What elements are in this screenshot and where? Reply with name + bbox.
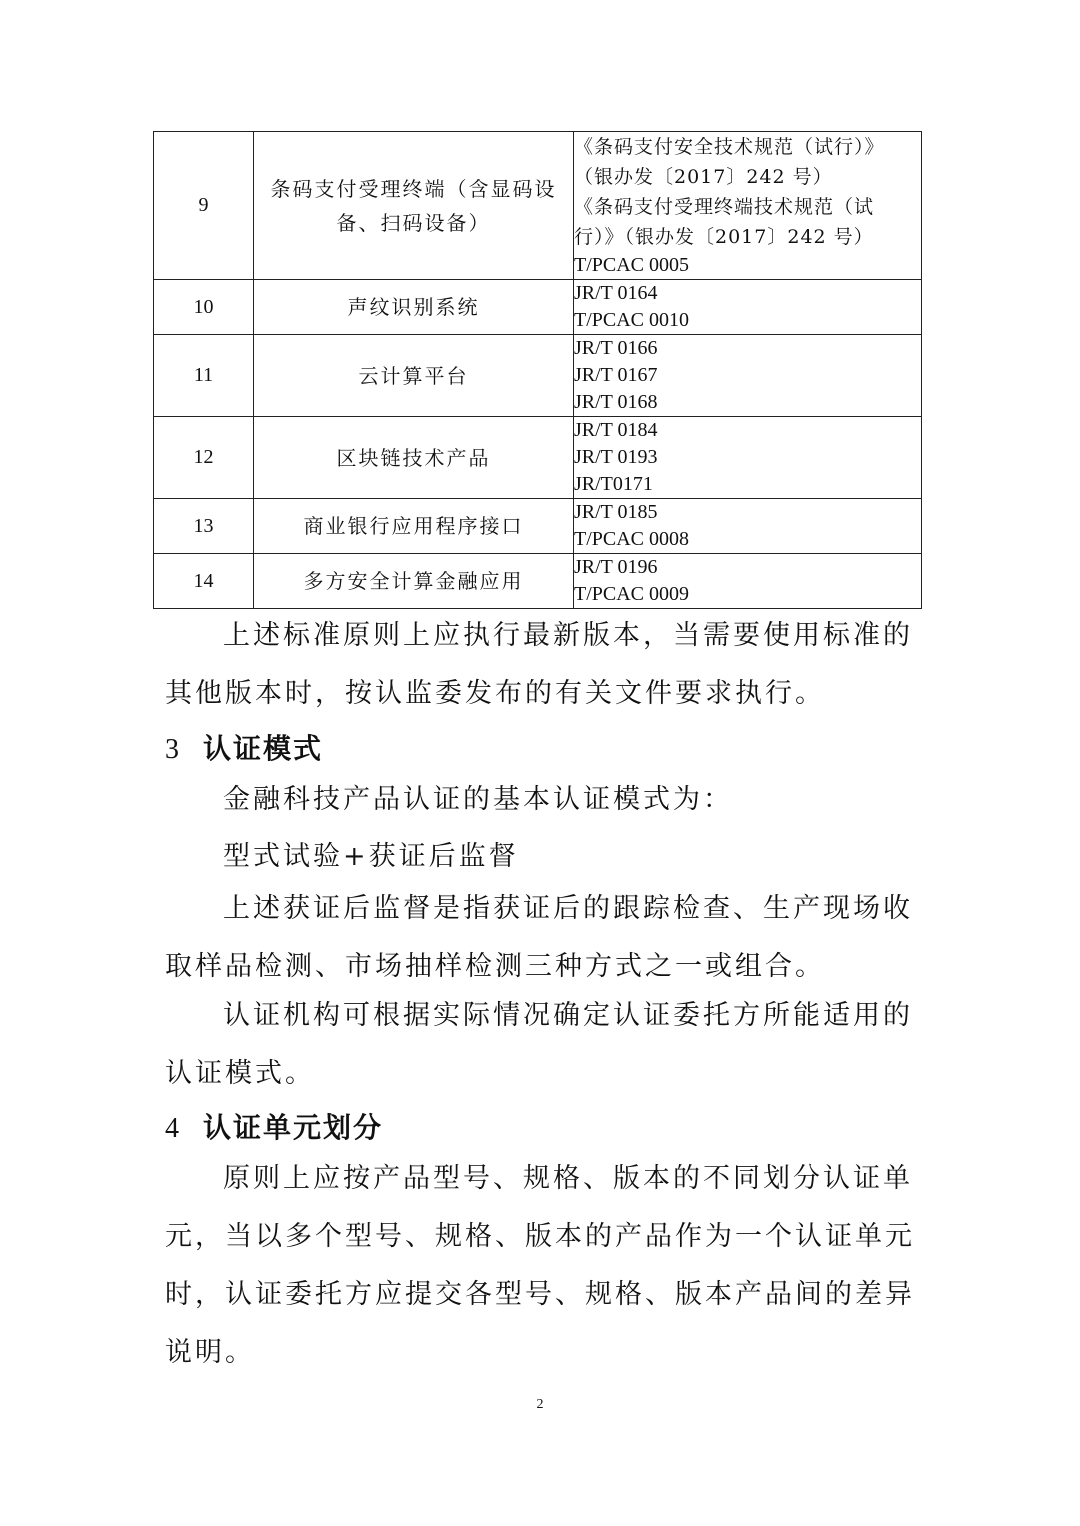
standard-line: JR/T 0193: [574, 446, 658, 468]
standard-line: 行）》（银办发〔2017〕242 号）: [574, 226, 874, 248]
row-number: 10: [154, 280, 254, 335]
paragraph-cert-body: 认证机构可根据实际情况确定认证委托方所能适用的认证模式。: [165, 1000, 913, 1089]
page-number: 2: [536, 1397, 544, 1412]
section-number: 3: [165, 734, 181, 765]
standard-line: JR/T0171: [574, 473, 653, 495]
table-row: [154, 499, 922, 554]
row-number: 14: [154, 554, 254, 609]
row-number: 9: [154, 132, 254, 280]
standards-cell: [574, 499, 922, 554]
paragraph-cert-mode: 金融科技产品认证的基本认证模式为：: [223, 784, 733, 815]
standard-line: JR/T 0196: [574, 556, 658, 578]
standard-line: T/PCAC 0009: [574, 583, 690, 605]
standards-cell: [574, 132, 922, 280]
row-number: 12: [154, 417, 254, 499]
standards-cell: [574, 417, 922, 499]
table-row: [154, 132, 922, 280]
standard-line: JR/T 0185: [574, 501, 658, 523]
product-name: 条码支付受理终端（含显码设备、扫码设备）: [254, 132, 574, 280]
product-name: 多方安全计算金融应用: [254, 554, 574, 609]
table-row: [154, 417, 922, 499]
standard-line: JR/T 0166: [574, 337, 658, 359]
standard-line: JR/T 0184: [574, 419, 658, 441]
section-heading-4: [165, 1106, 383, 1146]
standard-line: JR/T 0167: [574, 364, 658, 386]
paragraph-surveillance: 上述获证后监督是指获证后的跟踪检查、生产现场收取样品检测、市场抽样检测三种方式之一或组合。: [165, 893, 913, 982]
standard-line: JR/T 0164: [574, 282, 658, 304]
standard-line: T/PCAC 0005: [574, 254, 690, 276]
table-row: [154, 335, 922, 417]
standards-table: [153, 131, 922, 609]
section-heading-3: [165, 727, 323, 767]
row-number: 13: [154, 499, 254, 554]
standard-line: 《条码支付安全技术规范（试行）》: [574, 136, 885, 158]
paragraph-standard-version: 上述标准原则上应执行最新版本，当需要使用标准的其他版本时，按认监委发布的有关文件要求执行。: [165, 620, 913, 709]
row-number: 11: [154, 335, 254, 417]
product-name: 区块链技术产品: [254, 417, 574, 499]
table-row: [154, 554, 922, 609]
standard-line: T/PCAC 0010: [574, 309, 690, 331]
standards-cell: [574, 280, 922, 335]
standard-line: 《条码支付受理终端技术规范（试: [574, 196, 875, 218]
section-title: 认证单元划分: [203, 1111, 384, 1144]
standards-cell: [574, 335, 922, 417]
product-name: 声纹识别系统: [254, 280, 574, 335]
table-row: [154, 280, 922, 335]
paragraph-unit-division: 原则上应按产品型号、规格、版本的不同划分认证单元，当以多个型号、规格、版本的产品作为一个认证单元时，认证委托方应提交各型号、规格、版本产品间的差异说明。: [165, 1163, 915, 1368]
section-title: 认证模式: [203, 732, 324, 765]
standards-cell: [574, 554, 922, 609]
standard-line: JR/T 0168: [574, 391, 658, 413]
section-number: 4: [165, 1113, 181, 1144]
standard-line: （银办发〔2017〕242 号）: [574, 166, 833, 188]
product-name: 云计算平台: [254, 335, 574, 417]
product-name: 商业银行应用程序接口: [254, 499, 574, 554]
standard-line: T/PCAC 0008: [574, 528, 690, 550]
paragraph-cert-mode-detail: 型式试验+获证后监督: [223, 841, 519, 872]
